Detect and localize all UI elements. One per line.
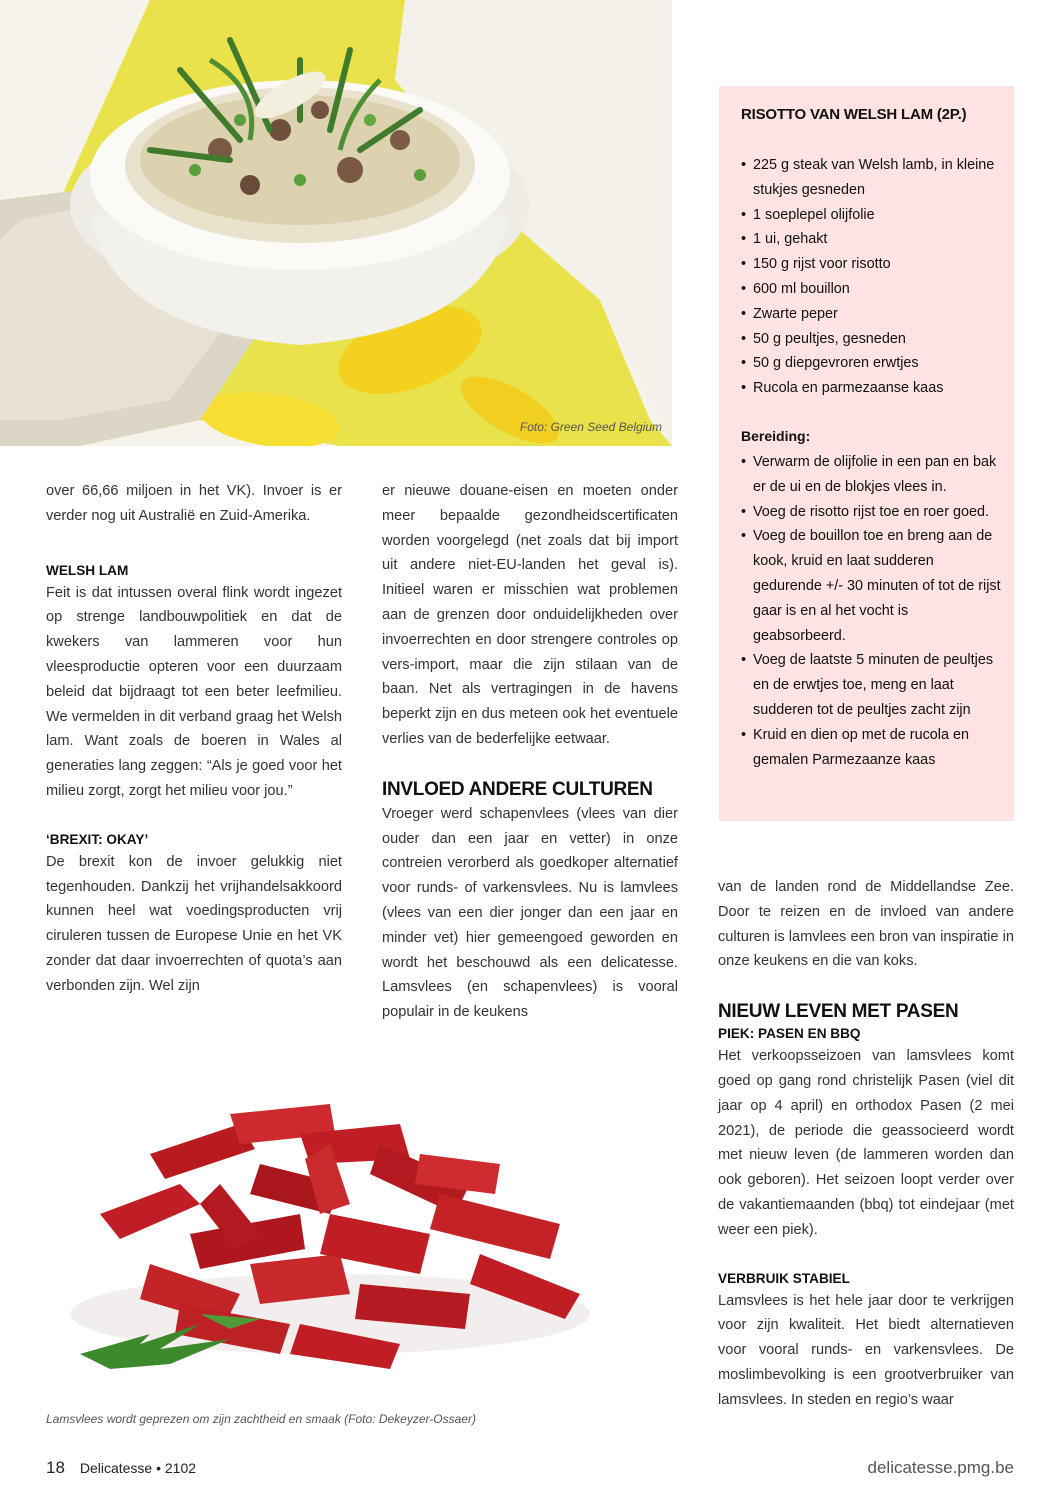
list-item: • 50 g diepgevroren erwtjes	[741, 351, 1003, 376]
footer-website-link[interactable]: delicatesse.pmg.be	[867, 1458, 1014, 1477]
risotto-photo	[0, 0, 672, 446]
recipe-title: RISOTTO VAN WELSH LAM (2P.)	[741, 106, 967, 123]
list-item: • Voeg de risotto rijst toe en roer goed.	[741, 500, 1003, 525]
list-item: • 600 ml bouillon	[741, 277, 1003, 302]
preparation-steps	[741, 450, 1003, 772]
recipe-box	[719, 86, 1014, 821]
piek-text: Het verkoopsseizoen van lamsvlees komt goed op gang rond christelijk Pasen (viel dit jaar op 4 april) en orthodox Pasen (2 mei 2021), de periode die geassocieerd wordt met nieuw leven (de lammeren worden dan ook geboren). Het seizoen loopt verder over de vakantiemaanden (bbq) tot eindejaar (met weer een piek).	[718, 1048, 1014, 1238]
cultures-text: Vroeger werd schapenvlees (vlees van dier ouder dan een jaar en vetter) in onze contreien verorberd als goedkoper alternatief voor runds- of varkensvlees. Nu is lamvlees (vlees van een dier jonger dan een jaar en minder vet) hier gemeengoed geworden en wordt het beschouwd als een delicatesse. Lamsvlees (en schapenvlees) is vooral populair in de keukens	[382, 805, 678, 1021]
column2-intro: er nieuwe douane-eisen en moeten onder meer bepaalde gezondheidscertificaten worden voorgelegd (net zoals dat bij import uit andere niet-EU-landen het geval is). Initieel waren er misschien wat problemen aan de grenzen door onduidelijkheden over invoerrechten en door strengere controles op vers-import, maar die zijn stilaan van de baan. Net als vertragingen in de havens beperkt zijn en dus meteen ook het eventuele verlies van de bederfelijke eetwaar.	[382, 483, 678, 747]
piek-heading: PIEK: PASEN EN BBQ	[718, 1026, 861, 1042]
brexit-text: De brexit kon de invoer gelukkig niet tegenhouden. Dankzij het vrijhandelsakkoord kunnen heel wat voedingsproducten vrij ciruleren tussen de Europese Unie en het VK zonder dat daar invoerrechten of quota’s aan verbonden zijn. Wel zijn	[46, 853, 342, 994]
cultures-heading: INVLOED ANDERE CULTUREN	[382, 778, 653, 800]
list-item: • Voeg de bouillon toe en breng aan de kook, kruid en laat sudderen gedurende +/- 30 minuten of tot de rijst gaar is en al het vocht is geabsorbeerd.	[741, 524, 1003, 648]
list-item: • 1 ui, gehakt	[741, 227, 1003, 252]
brexit-heading: ‘BREXIT: OKAY’	[46, 831, 149, 847]
list-item: • 50 g peultjes, gesneden	[741, 327, 1003, 352]
page-number: 18	[46, 1458, 65, 1477]
column3-intro: van de landen rond de Middellandse Zee. Door te reizen en de invloed van andere culturen is lamvlees een bron van inspiratie in onze keukens en die van koks.	[718, 879, 1014, 970]
list-item: • 225 g steak van Welsh lamb, in kleine stukjes gesneden	[741, 153, 1003, 203]
welsh-lam-text: Feit is dat intussen overal flink wordt ingezet op strenge landbouwpolitiek en dat de kwekers van lammeren voor hun vleesproductie opteren voor een duurzaam beleid dat bijdraagt tot een beter leefmilieu. We vermelden in dit verband graag het Welsh lam. Want zoals de boeren in Wales al generaties lang zeggen: “Als je goed voor het milieu zorgt, zorgt het milieu voor jou.”	[46, 584, 342, 799]
article-column-2	[382, 479, 678, 1025]
article-column-1	[46, 479, 342, 999]
welsh-lam-heading: WELSH LAM	[46, 562, 129, 578]
article-column-3	[718, 875, 1014, 1413]
top-photo-caption: Foto: Green Seed Belgium	[519, 420, 662, 434]
magazine-issue: Delicatesse • 2102	[79, 1460, 197, 1476]
bottom-photo-caption: Lamsvlees wordt geprezen om zijn zachtheid en smaak (Foto: Dekeyzer-Ossaer)	[46, 1412, 476, 1426]
lamb-strips-photo	[0, 1064, 672, 1404]
verbruik-heading: VERBRUIK STABIEL	[718, 1270, 850, 1286]
list-item: • Zwarte peper	[741, 302, 1003, 327]
ingredients-list	[741, 153, 1003, 401]
footer-page-info	[46, 1458, 196, 1478]
list-item: • Voeg de laatste 5 minuten de peultjes en de erwtjes toe, meng en laat sudderen tot de peultjes zacht zijn	[741, 648, 1003, 722]
list-item: • 1 soeplepel olijfolie	[741, 203, 1003, 228]
preparation-heading: Bereiding:	[741, 428, 811, 444]
column1-intro: over 66,66 miljoen in het VK). Invoer is er verder nog uit Australië en Zuid-Amerika.	[46, 483, 342, 524]
pasen-heading: NIEUW LEVEN MET PASEN	[718, 1001, 959, 1023]
list-item: • Kruid en dien op met de rucola en gemalen Parmezaanze kaas	[741, 723, 1003, 773]
list-item: • Verwarm de olijfolie in een pan en bak er de ui en de blokjes vlees in.	[741, 450, 1003, 500]
verbruik-text: Lamsvlees is het hele jaar door te verkrijgen voor zijn kwaliteit. Het biedt alternatieven voor vooral runds- en varkensvlees. De moslimbevolking is een grootverbruiker van lamsvlees. In steden en regio’s waar	[718, 1292, 1014, 1408]
list-item: • 150 g rijst voor risotto	[741, 252, 1003, 277]
list-item: • Rucola en parmezaanse kaas	[741, 376, 1003, 401]
